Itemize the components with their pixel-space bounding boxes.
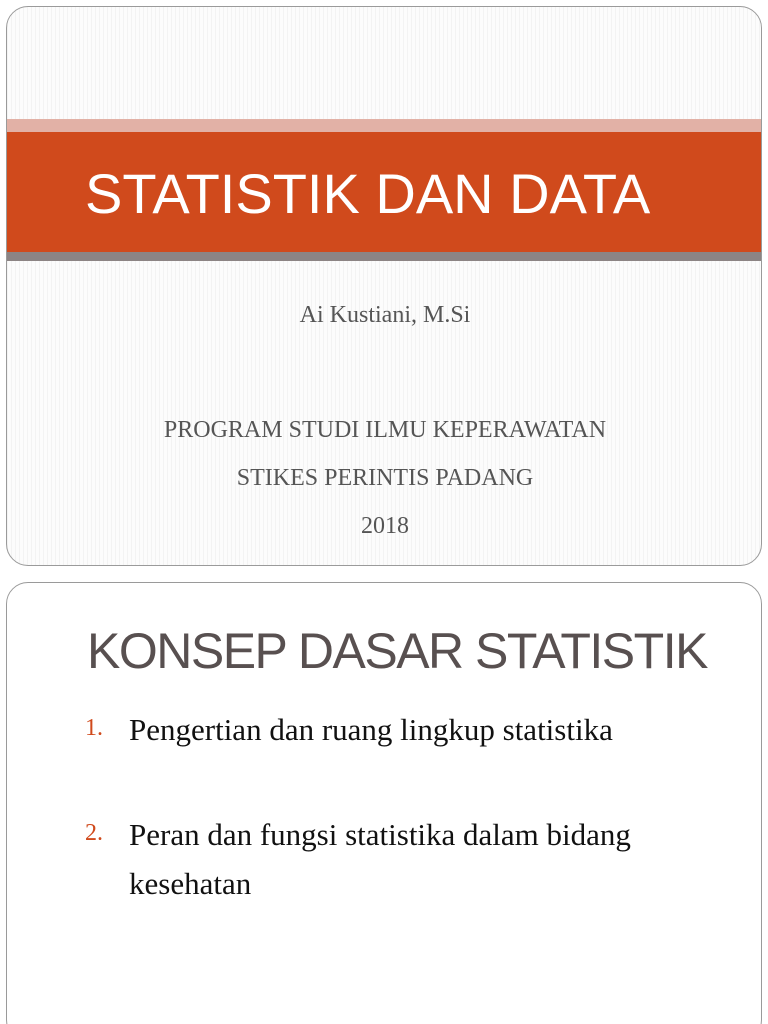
- slide-title: STATISTIK DAN DATA: [85, 162, 651, 225]
- slide-heading: KONSEP DASAR STATISTIK: [87, 623, 707, 679]
- list-item-number: 2.: [85, 820, 103, 846]
- list-item-text: Peran dan fungsi statistika dalam bidang kesehatan: [129, 817, 631, 901]
- program-line: PROGRAM STUDI ILMU KEPERAWATAN: [163, 417, 607, 443]
- title-band-bottom-stripe: [7, 252, 761, 261]
- list-item-text: Pengertian dan ruang lingkup statistika: [129, 712, 613, 747]
- title-slide: [6, 6, 762, 566]
- content-slide: [6, 582, 762, 1024]
- topic-list: [7, 583, 761, 1024]
- list-item-number: 1.: [85, 715, 103, 741]
- author-name: Ai Kustiani, M.Si: [299, 302, 471, 328]
- title-band-top-stripe: [7, 119, 761, 132]
- year-line: 2018: [361, 513, 409, 539]
- institution-line: STIKES PERINTIS PADANG: [236, 465, 534, 491]
